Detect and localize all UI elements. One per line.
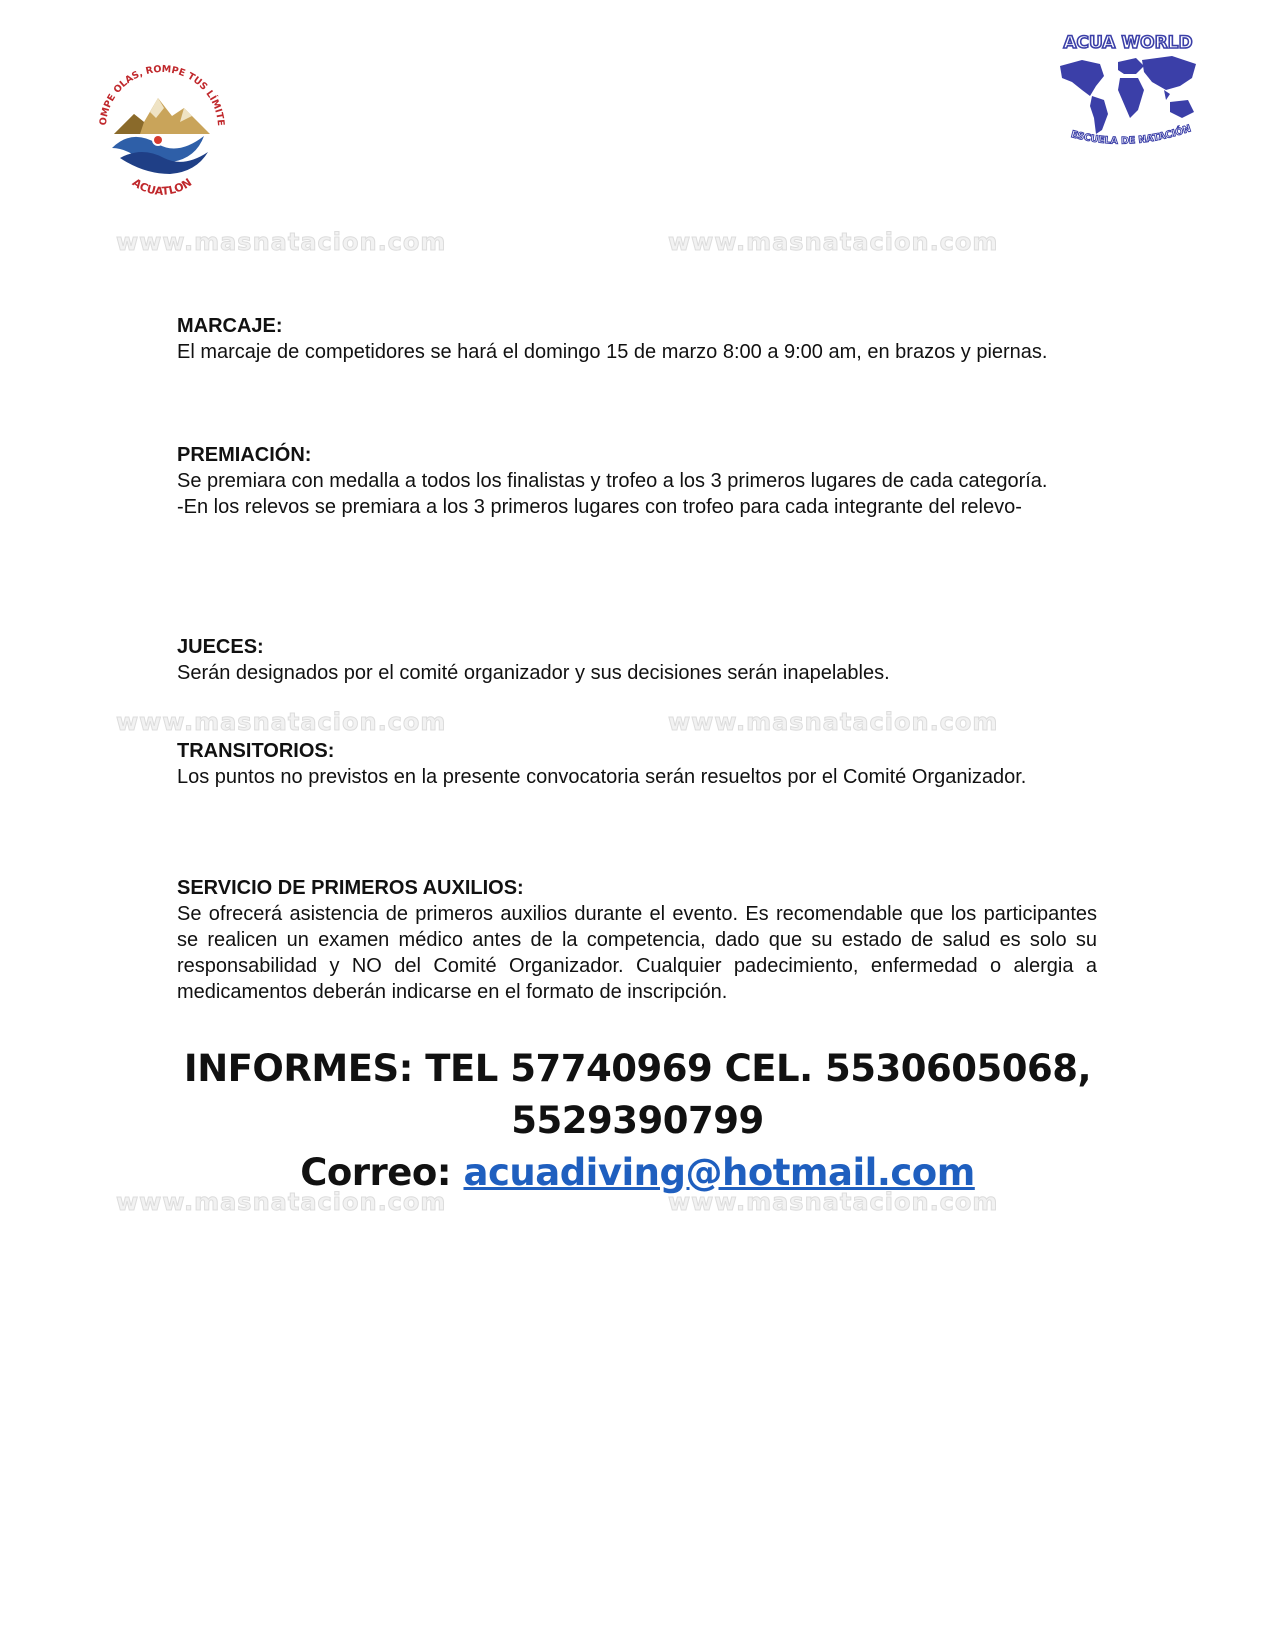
- watermark: www.masnatacion.com: [116, 228, 447, 256]
- svg-text:ESCUELA DE NATACIÓN: ESCUELA DE NATACIÓN: [1069, 123, 1193, 147]
- svg-text:ACUA WORLD: ACUA WORLD: [1063, 33, 1193, 53]
- section-heading: MARCAJE:: [177, 315, 283, 337]
- watermark: www.masnatacion.com: [116, 1188, 447, 1216]
- section-paragraph: Serán designados por el comité organizador y sus decisiones serán inapelables.: [177, 662, 890, 684]
- section-paragraph: Se ofrecerá asistencia de primeros auxilios durante el evento. Es recomendable que los participantes se realicen un examen médico antes de la competencia, dado que su estado de salud es solo su responsabilidad y NO del Comité Organizador. Cualquier padecimiento, enfermedad o alergia a medicamentos deberán indicarse en el formato de inscripción.: [177, 903, 1097, 1003]
- svg-text:ROMPE OLAS, ROMPE TUS LÍMITES: OMPE OLAS, ROMPE TUS LÍMITE: [97, 63, 227, 127]
- section-jueces: [177, 634, 1097, 686]
- section-paragraph: El marcaje de competidores se hará el domingo 15 de marzo 8:00 a 9:00 am, en brazos y piernas.: [177, 341, 1048, 363]
- svg-text:ACUATLON: ACUATLON: [129, 175, 195, 198]
- acua-world-logo: [1052, 30, 1204, 158]
- section-heading: JUECES:: [177, 636, 264, 658]
- section-primeros-auxilios: [177, 875, 1097, 1005]
- section-heading: TRANSITORIOS:: [177, 740, 335, 762]
- section-paragraph: Los puntos no previstos en la presente convocatoria serán resueltos por el Comité Organizador.: [177, 766, 1027, 788]
- watermark: www.masnatacion.com: [668, 228, 999, 256]
- informes-email-line: [0, 1146, 1275, 1200]
- acuatlon-emblem-icon: [92, 58, 232, 204]
- section-paragraph: -En los relevos se premiara a los 3 primeros lugares con trofeo para cada integrante del relevo-: [177, 496, 1022, 518]
- acuatlon-logo: [92, 58, 232, 204]
- section-heading: PREMIACIÓN:: [177, 444, 312, 466]
- world-map-icon: [1052, 30, 1204, 158]
- section-marcaje: [177, 313, 1097, 365]
- watermark: www.masnatacion.com: [116, 708, 447, 736]
- email-link[interactable]: acuadiving@hotmail.com: [463, 1151, 975, 1194]
- informes-phone-line: INFORMES: TEL 57740969 CEL. 5530605068,: [183, 1047, 1092, 1090]
- watermark: www.masnatacion.com: [668, 1188, 999, 1216]
- correo-label: Correo:: [300, 1151, 452, 1194]
- informes-phone-line-2: 5529390799: [511, 1099, 764, 1142]
- section-premiacion: [177, 442, 1097, 520]
- section-paragraph: Se premiara con medalla a todos los finalistas y trofeo a los 3 primeros lugares de cada categoría.: [177, 470, 1048, 492]
- section-heading: SERVICIO DE PRIMEROS AUXILIOS:: [177, 877, 524, 899]
- section-transitorios: [177, 738, 1097, 790]
- watermark: www.masnatacion.com: [668, 708, 999, 736]
